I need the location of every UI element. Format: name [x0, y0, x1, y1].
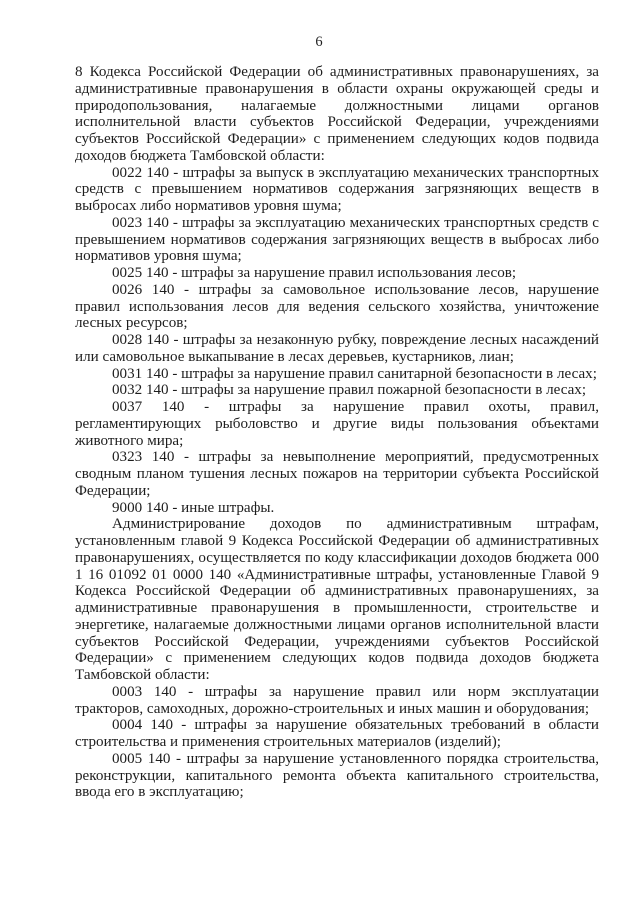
paragraph: 0004 140 - штрафы за нарушение обязательных требований в области строительства и применения строительных материалов (изделий);: [75, 717, 599, 750]
paragraph: 0026 140 - штрафы за самовольное использование лесов, нарушение правил использования лесов для ведения сельского хозяйства, уничтожение лесных ресурсов;: [75, 281, 599, 332]
paragraph: 9000 140 - иные штрафы.: [112, 499, 275, 516]
paragraph: 0032 140 - штрафы за нарушение правил пожарной безопасности в лесах;: [112, 382, 587, 399]
document-body: [75, 64, 599, 801]
paragraph: 0005 140 - штрафы за нарушение установленного порядка строительства, реконструкции, капитального ремонта объекта капитального строительства, ввода его в эксплуатацию;: [75, 750, 599, 801]
paragraph: 0025 140 - штрафы за нарушение правил использования лесов;: [112, 265, 517, 281]
paragraph: 0028 140 - штрафы за незаконную рубку, повреждение лесных насаждений или самовольное выкапывание в лесах деревьев, кустарников, лиан;: [75, 332, 599, 365]
page-number: 6: [315, 34, 323, 50]
paragraph: 0037 140 - штрафы за нарушение правил охоты, правил, регламентирующих рыболовство и другие виды пользования объектами животного мира;: [75, 399, 599, 449]
paragraph: Администрирование доходов по административным штрафам, установленным главой 9 Кодекса Российской Федерации об административных правонарушениях, осуществляется по коду классификации доходов бюджета 000 1 16 01092 01 0000 140 «Административные штрафы, установленные Главой 9 Кодекса Российской Федерации об административных правонарушениях, за административные правонарушения в промышленности, строительстве и энергетике, налагаемые должностными лицами органов исполнительной власти субъектов Российской Федерации, учреждениями субъектов Российской Федерации» с применением следующих кодов подвида доходов бюджета Тамбовской области:: [75, 516, 599, 683]
paragraph: 0031 140 - штрафы за нарушение правил санитарной безопасности в лесах;: [112, 365, 597, 382]
paragraph: 0323 140 - штрафы за невыполнение мероприятий, предусмотренных сводным планом тушения лесных пожаров на территории субъекта Российской Федерации;: [75, 449, 599, 499]
paragraph: 0003 140 - штрафы за нарушение правил или норм эксплуатации тракторов, самоходных, дорожно-строительных и иных машин и оборудования;: [75, 683, 599, 717]
paragraph: 0022 140 - штрафы за выпуск в эксплуатацию механических транспортных средств с превышением нормативов содержания загрязняющих веществ в выбросах либо нормативов уровня шума;: [75, 164, 599, 214]
paragraph: 0023 140 - штрафы за эксплуатацию механических транспортных средств с превышением нормативов содержания загрязняющих веществ в выбросах либо нормативов уровня шума;: [75, 214, 599, 265]
paragraph: 8 Кодекса Российской Федерации об административных правонарушениях, за административные правонарушения в области охраны окружающей среды и природопользования, налагаемые должностными лицами органов исполнительной власти субъектов Российской Федерации, учреждениями субъектов Российской Федерации» с применением следующих кодов подвида доходов бюджета Тамбовской области:: [75, 64, 599, 164]
